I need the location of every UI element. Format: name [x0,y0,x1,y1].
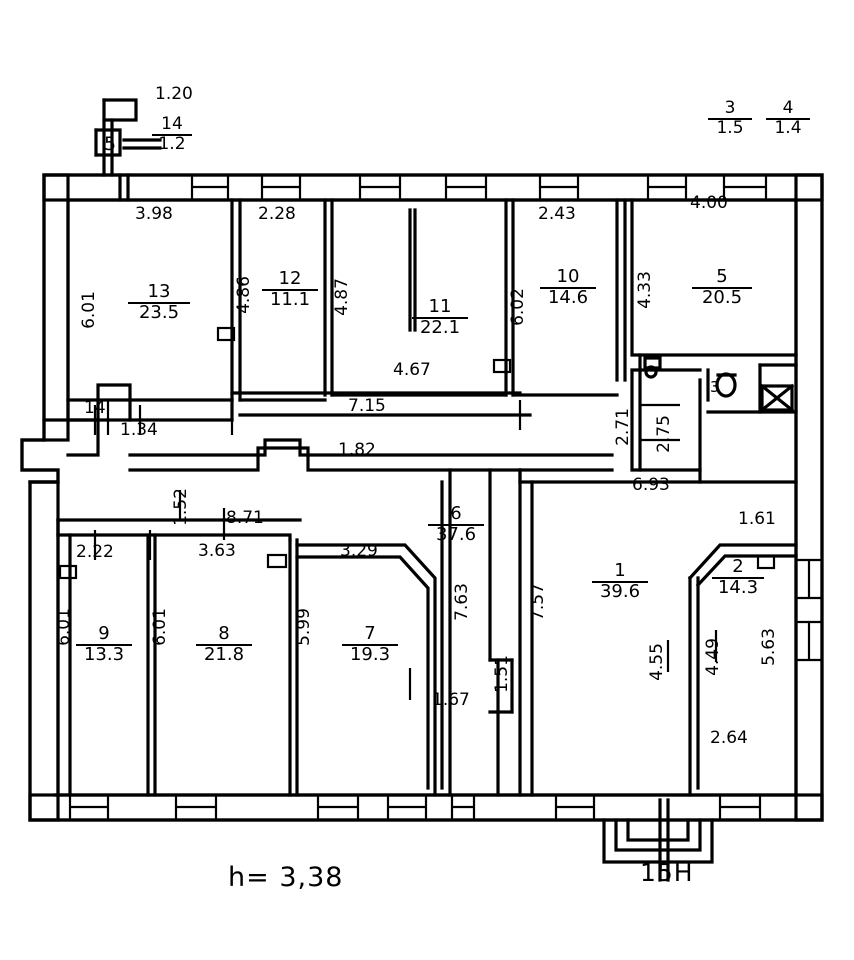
room-label-13: $\frac{13}{23.5}$ [128,283,190,323]
room-label-8: $\frac{8}{21.8}$ [196,625,252,665]
dim-2-71: 2.71 [612,408,633,446]
dim-3-98: 3.98 [135,204,173,224]
dim-1-52: 1.52 [170,488,191,526]
badge-room-3: $\frac{3}{1.5}$ [708,100,752,138]
dim-8-71: 8.71 [226,508,264,528]
room-label-10: $\frac{10}{14.6}$ [540,268,596,308]
dim-4-86: 4.86 [233,276,254,314]
dim-6-01-a: 6.01 [78,291,99,329]
dim-1-20: 1.20 [155,84,193,104]
dim-4-87: 4.87 [331,278,352,316]
room-label-9: $\frac{9}{13.3}$ [76,625,132,665]
dim-2-43: 2.43 [538,204,576,224]
dim-3-63: 3.63 [198,541,236,561]
dim-4-33: 4.33 [634,271,655,309]
room-label-7: $\frac{7}{19.3}$ [342,625,398,665]
dim-1-67: 1.67 [432,690,470,710]
dim-1-82: 1.82 [338,440,376,460]
dim-2-64: 2.64 [710,728,748,748]
dim-4-49: 4.49 [702,638,723,676]
dim-5-63: 5.63 [758,628,779,666]
dim-7-15: 7.15 [348,396,386,416]
dim-3-29: 3.29 [340,541,378,561]
entrance-label-15h: 15H [640,858,694,887]
dim-6-01-b: 6.01 [53,608,74,646]
dim-2-75: 2.75 [653,415,674,453]
dim-5-99: 5.99 [293,608,314,646]
dim-2-28: 2.28 [258,204,296,224]
room-label-11: $\frac{11}{22.1}$ [412,298,468,338]
dim-6-02: 6.02 [507,288,528,326]
room-label-2: $\frac{2}{14.3}$ [712,558,764,598]
dim-7-63: 7.63 [451,583,472,621]
room-label-5: $\frac{5}{20.5}$ [692,268,752,308]
badge-room-4: $\frac{4}{1.4}$ [766,100,810,138]
dim-6-93: 6.93 [632,475,670,495]
label-3-wc: 3 [710,378,720,396]
dim-4-67: 4.67 [393,360,431,380]
room-label-1: $\frac{1}{39.6}$ [592,562,648,602]
dim-4-55: 4.55 [646,643,667,681]
room-label-14: $\frac{14}{1.2}$ [152,116,192,154]
dim-1-34: 1.34 [120,420,158,440]
dim-7-57: 7.57 [527,583,548,621]
label-14-left: 14 [84,398,106,418]
dim-4-00: 4.00 [690,193,728,213]
room-label-12: $\frac{12}{11.1}$ [262,270,318,310]
ceiling-height-note: h= 3,38 [228,862,344,893]
dim-1-51: 1.51 [491,655,512,693]
room-label-6: $\frac{6}{37.6}$ [428,505,484,545]
dim-1-61: 1.61 [738,509,776,529]
dim-2-22: 2.22 [76,542,114,562]
dim-6-01-c: 6.01 [149,608,170,646]
badge-room-5-top: 5 [104,133,117,155]
